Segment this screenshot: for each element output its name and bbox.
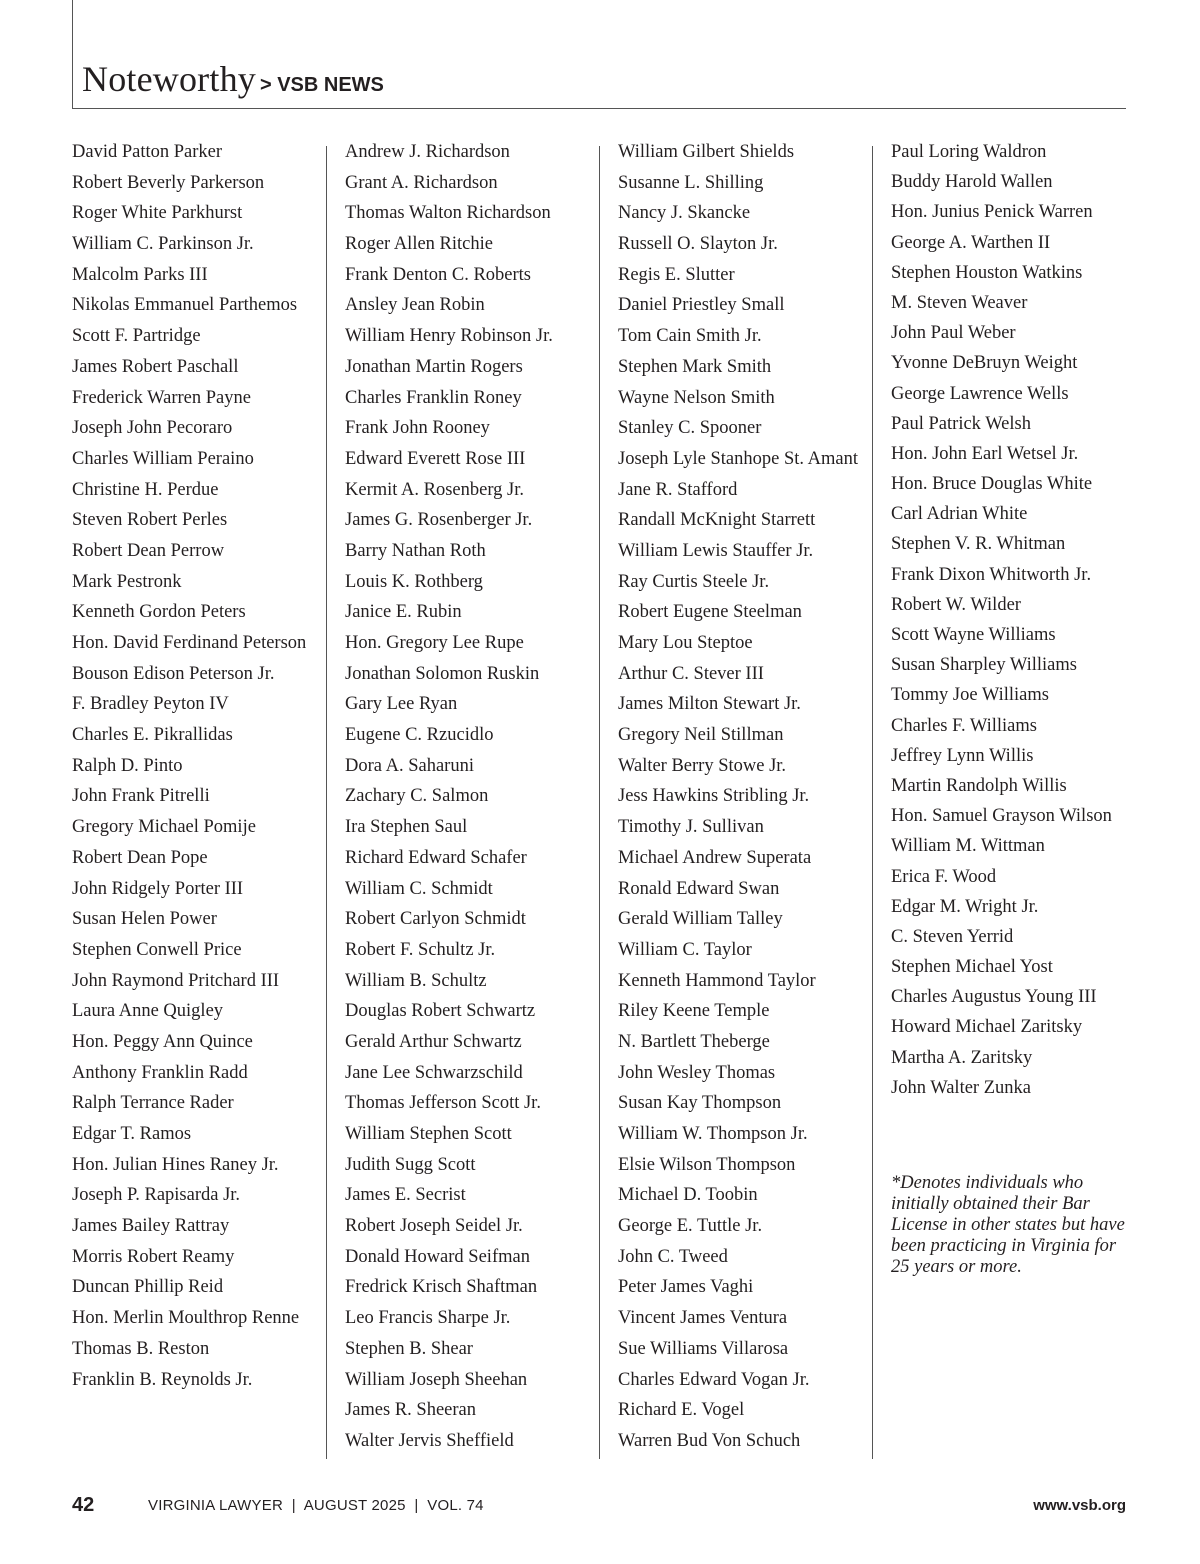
member-name: Ralph D. Pinto [72,755,183,776]
member-name: Martha A. Zaritsky [891,1047,1033,1068]
header-horizontal-rule [72,108,1126,109]
member-name: Wayne Nelson Smith [618,387,775,408]
member-name: Hon. David Ferdinand Peterson [72,633,307,653]
member-name: Gregory Michael Pomije [72,817,256,838]
member-name: Stephen V. R. Whitman [891,534,1066,555]
column-divider [599,146,600,1459]
member-name: Hon. John Earl Wetsel Jr. [891,443,1079,464]
member-name: Kenneth Hammond Taylor [618,970,816,991]
member-name: Robert Joseph Seidel Jr. [345,1216,523,1237]
member-name: Frank Denton C. Roberts [345,264,532,285]
page-title: Noteworthy [82,59,256,99]
member-name: Robert Dean Perrow [72,540,225,561]
member-name: James E. Secrist [345,1185,466,1206]
member-name: Scott Wayne Williams [891,625,1056,645]
member-name: Susan Helen Power [72,909,217,930]
member-name: Gerald William Talley [618,909,783,930]
member-name: William Lewis Stauffer Jr. [618,540,814,561]
member-name: Richard E. Vogel [618,1400,745,1421]
member-name: Joseph P. Rapisarda Jr. [72,1185,241,1206]
member-name: Leo Francis Sharpe Jr. [345,1308,511,1329]
member-name: Laura Anne Quigley [72,1001,224,1022]
name-column-1 [72,142,334,1400]
member-name: Riley Keene Temple [618,1001,770,1022]
member-name: Jane R. Stafford [618,479,738,500]
member-name: Ray Curtis Steele Jr. [618,571,770,592]
page-header [82,58,384,100]
member-name: Roger White Parkhurst [72,203,243,224]
member-name: William Gilbert Shields [618,142,795,162]
member-name: Morris Robert Reamy [72,1246,235,1267]
member-name: C. Steven Yerrid [891,926,1014,947]
member-name: John Paul Weber [891,323,1016,344]
member-name: Donald Howard Seifman [345,1246,530,1267]
member-name: Frank John Rooney [345,418,490,439]
member-name: Thomas Walton Richardson [345,203,551,224]
member-name: Eugene C. Rzucidlo [345,725,494,746]
member-name: Scott F. Partridge [72,326,201,347]
member-name: Stanley C. Spooner [618,418,762,439]
member-name: Duncan Phillip Reid [72,1277,224,1298]
member-name: William Stephen Scott [345,1124,512,1144]
member-name: Warren Bud Von Schuch [618,1430,801,1451]
member-name: John Ridgely Porter III [72,878,244,899]
member-name: Grant A. Richardson [345,172,498,193]
member-name: Stephen Conwell Price [72,939,242,960]
member-name: Russell O. Slayton Jr. [618,234,778,255]
name-column-3 [618,142,880,1462]
member-name: Erica F. Wood [891,866,997,887]
member-name: John Wesley Thomas [618,1062,776,1083]
member-name: Hon. Julian Hines Raney Jr. [72,1154,279,1175]
column-divider [872,146,873,1459]
member-name: Kermit A. Rosenberg Jr. [345,479,524,500]
member-name: Douglas Robert Schwartz [345,1001,536,1022]
member-name: Gregory Neil Stillman [618,725,784,746]
member-name: William Joseph Sheehan [345,1369,528,1390]
member-name: Jeffrey Lynn Willis [891,745,1034,766]
member-name: Jonathan Solomon Ruskin [345,663,540,684]
member-name: Ira Stephen Saul [345,817,468,838]
member-name: Sue Williams Villarosa [618,1338,789,1359]
name-column-2 [345,142,607,1462]
member-name: Stephen Mark Smith [618,356,772,377]
member-name: Edward Everett Rose III [345,448,526,469]
member-name: Bouson Edison Peterson Jr. [72,663,275,684]
member-name: Susan Kay Thompson [618,1093,782,1114]
member-name: Roger Allen Ritchie [345,234,493,255]
member-name: Richard Edward Schafer [345,847,527,868]
member-name: Hon. Bruce Douglas White [891,474,1093,495]
member-name: William Henry Robinson Jr. [345,326,553,347]
member-name: William M. Wittman [891,836,1045,857]
header-vertical-rule [72,0,73,109]
member-name: Charles Franklin Roney [345,387,522,408]
member-name: Yvonne DeBruyn Weight [891,353,1078,374]
member-name: William C. Schmidt [345,878,493,899]
member-name: Kenneth Gordon Peters [72,602,246,623]
member-name: Jane Lee Schwarzschild [345,1062,523,1083]
member-name: Stephen B. Shear [345,1338,473,1359]
member-name: Howard Michael Zaritsky [891,1017,1083,1038]
member-name: Andrew J. Richardson [345,142,510,162]
member-name: James Bailey Rattray [72,1216,230,1237]
member-name: Robert Carlyon Schmidt [345,909,526,930]
member-name: Charles F. Williams [891,715,1037,736]
member-name: Elsie Wilson Thompson [618,1154,796,1175]
website-link[interactable]: www.vsb.org [1033,1497,1126,1514]
member-name: Vincent James Ventura [618,1308,788,1329]
member-name: James Robert Paschall [72,356,239,377]
member-name: Buddy Harold Wallen [891,172,1053,193]
member-name: Nancy J. Skancke [618,203,751,224]
member-name: Charles Edward Vogan Jr. [618,1369,810,1390]
member-name: M. Steven Weaver [891,292,1028,313]
page-footer [72,1494,1126,1518]
member-name: William B. Schultz [345,970,487,991]
member-name: Frederick Warren Payne [72,387,251,408]
member-name: William C. Taylor [618,939,752,960]
member-name: George Lawrence Wells [891,383,1069,404]
member-name: Michael Andrew Superata [618,847,812,868]
member-name: Steven Robert Perles [72,510,228,531]
publication-info: VIRGINIA LAWYER | AUGUST 2025 | VOL. 74 [148,1497,484,1514]
footnote: *Denotes individuals who initially obtained their Bar License in other states but have been practicing in Virginia for 25 years or more. [891,1173,1125,1277]
member-name: Paul Loring Waldron [891,142,1047,162]
member-name: Edgar T. Ramos [72,1124,192,1144]
member-name: Edgar M. Wright Jr. [891,896,1039,917]
member-name: Charles William Peraino [72,448,254,469]
member-name: Franklin B. Reynolds Jr. [72,1369,253,1390]
member-name: Anthony Franklin Radd [72,1062,248,1083]
member-name: N. Bartlett Theberge [618,1031,770,1052]
member-name: Fredrick Krisch Shaftman [345,1277,538,1298]
member-name: Peter James Vaghi [618,1277,754,1298]
member-name: Charles Augustus Young III [891,987,1097,1008]
member-name: Charles E. Pikrallidas [72,725,233,746]
member-name: John Raymond Pritchard III [72,970,280,991]
member-name: Hon. Merlin Moulthrop Renne [72,1308,300,1329]
member-name: Walter Jervis Sheffield [345,1430,514,1451]
member-name: Jonathan Martin Rogers [345,356,523,377]
member-name: Susanne L. Shilling [618,172,764,193]
member-name: William W. Thompson Jr. [618,1124,808,1144]
column-divider [326,146,327,1459]
member-name: Frank Dixon Whitworth Jr. [891,564,1092,585]
member-name: Thomas B. Reston [72,1338,210,1359]
member-name: Hon. Gregory Lee Rupe [345,633,524,653]
member-name: Christine H. Perdue [72,479,219,500]
member-name: James Milton Stewart Jr. [618,694,801,715]
member-name: Joseph John Pecoraro [72,418,233,439]
member-name: Robert F. Schultz Jr. [345,939,496,960]
member-name: Barry Nathan Roth [345,540,486,561]
member-name: Robert W. Wilder [891,594,1021,615]
member-name: Stephen Michael Yost [891,957,1053,978]
member-name: Zachary C. Salmon [345,786,489,807]
member-name: Martin Randolph Willis [891,775,1067,796]
member-name: John Frank Pitrelli [72,786,210,807]
member-name: Regis E. Slutter [618,264,735,285]
member-name: Malcolm Parks III [72,264,208,285]
member-name: George A. Warthen II [891,232,1051,253]
member-name: Stephen Houston Watkins [891,262,1083,283]
member-name: Michael D. Toobin [618,1185,758,1206]
member-name: Walter Berry Stowe Jr. [618,755,787,776]
member-name: Judith Sugg Scott [345,1154,476,1175]
member-name: George E. Tuttle Jr. [618,1216,763,1237]
member-name: Susan Sharpley Williams [891,655,1077,676]
member-name: Robert Dean Pope [72,847,208,868]
member-name: Gary Lee Ryan [345,694,458,715]
member-name: Tom Cain Smith Jr. [618,326,762,347]
member-name: Jess Hawkins Stribling Jr. [618,786,810,807]
member-name: Louis K. Rothberg [345,571,483,592]
member-name: Robert Beverly Parkerson [72,172,265,193]
member-name: Nikolas Emmanuel Parthemos [72,295,298,316]
member-name: Joseph Lyle Stanhope St. Amant [618,448,858,469]
member-name: John C. Tweed [618,1246,728,1267]
name-column-4 [891,142,1135,1108]
member-name: Janice E. Rubin [345,602,462,623]
section-label: > VSB NEWS [259,74,384,96]
member-name: Tommy Joe Williams [891,685,1049,706]
member-name: David Patton Parker [72,142,223,162]
member-name: Randall McKnight Starrett [618,510,816,531]
member-name: F. Bradley Peyton IV [72,694,229,715]
page-number: 42 [72,1494,95,1516]
member-name: Thomas Jefferson Scott Jr. [345,1093,541,1114]
member-name: Daniel Priestley Small [618,295,785,316]
member-name: Ansley Jean Robin [345,295,485,316]
member-name: John Walter Zunka [891,1077,1031,1098]
member-name: Timothy J. Sullivan [618,817,764,838]
member-name: Mark Pestronk [72,571,182,592]
member-name: Paul Patrick Welsh [891,413,1031,434]
member-name: Robert Eugene Steelman [618,602,802,623]
member-name: Gerald Arthur Schwartz [345,1031,522,1052]
member-name: Ralph Terrance Rader [72,1093,234,1114]
member-name: James G. Rosenberger Jr. [345,510,533,531]
member-name: Hon. Peggy Ann Quince [72,1031,253,1052]
member-name: Carl Adrian White [891,504,1028,525]
member-name: Hon. Junius Penick Warren [891,202,1093,223]
member-name: Dora A. Saharuni [345,755,474,776]
member-name: Ronald Edward Swan [618,878,780,899]
member-name: Arthur C. Stever III [618,663,764,684]
member-name: William C. Parkinson Jr. [72,234,254,255]
member-name: Hon. Samuel Grayson Wilson [891,806,1112,827]
member-name: Mary Lou Steptoe [618,633,753,653]
member-name: James R. Sheeran [345,1400,477,1421]
